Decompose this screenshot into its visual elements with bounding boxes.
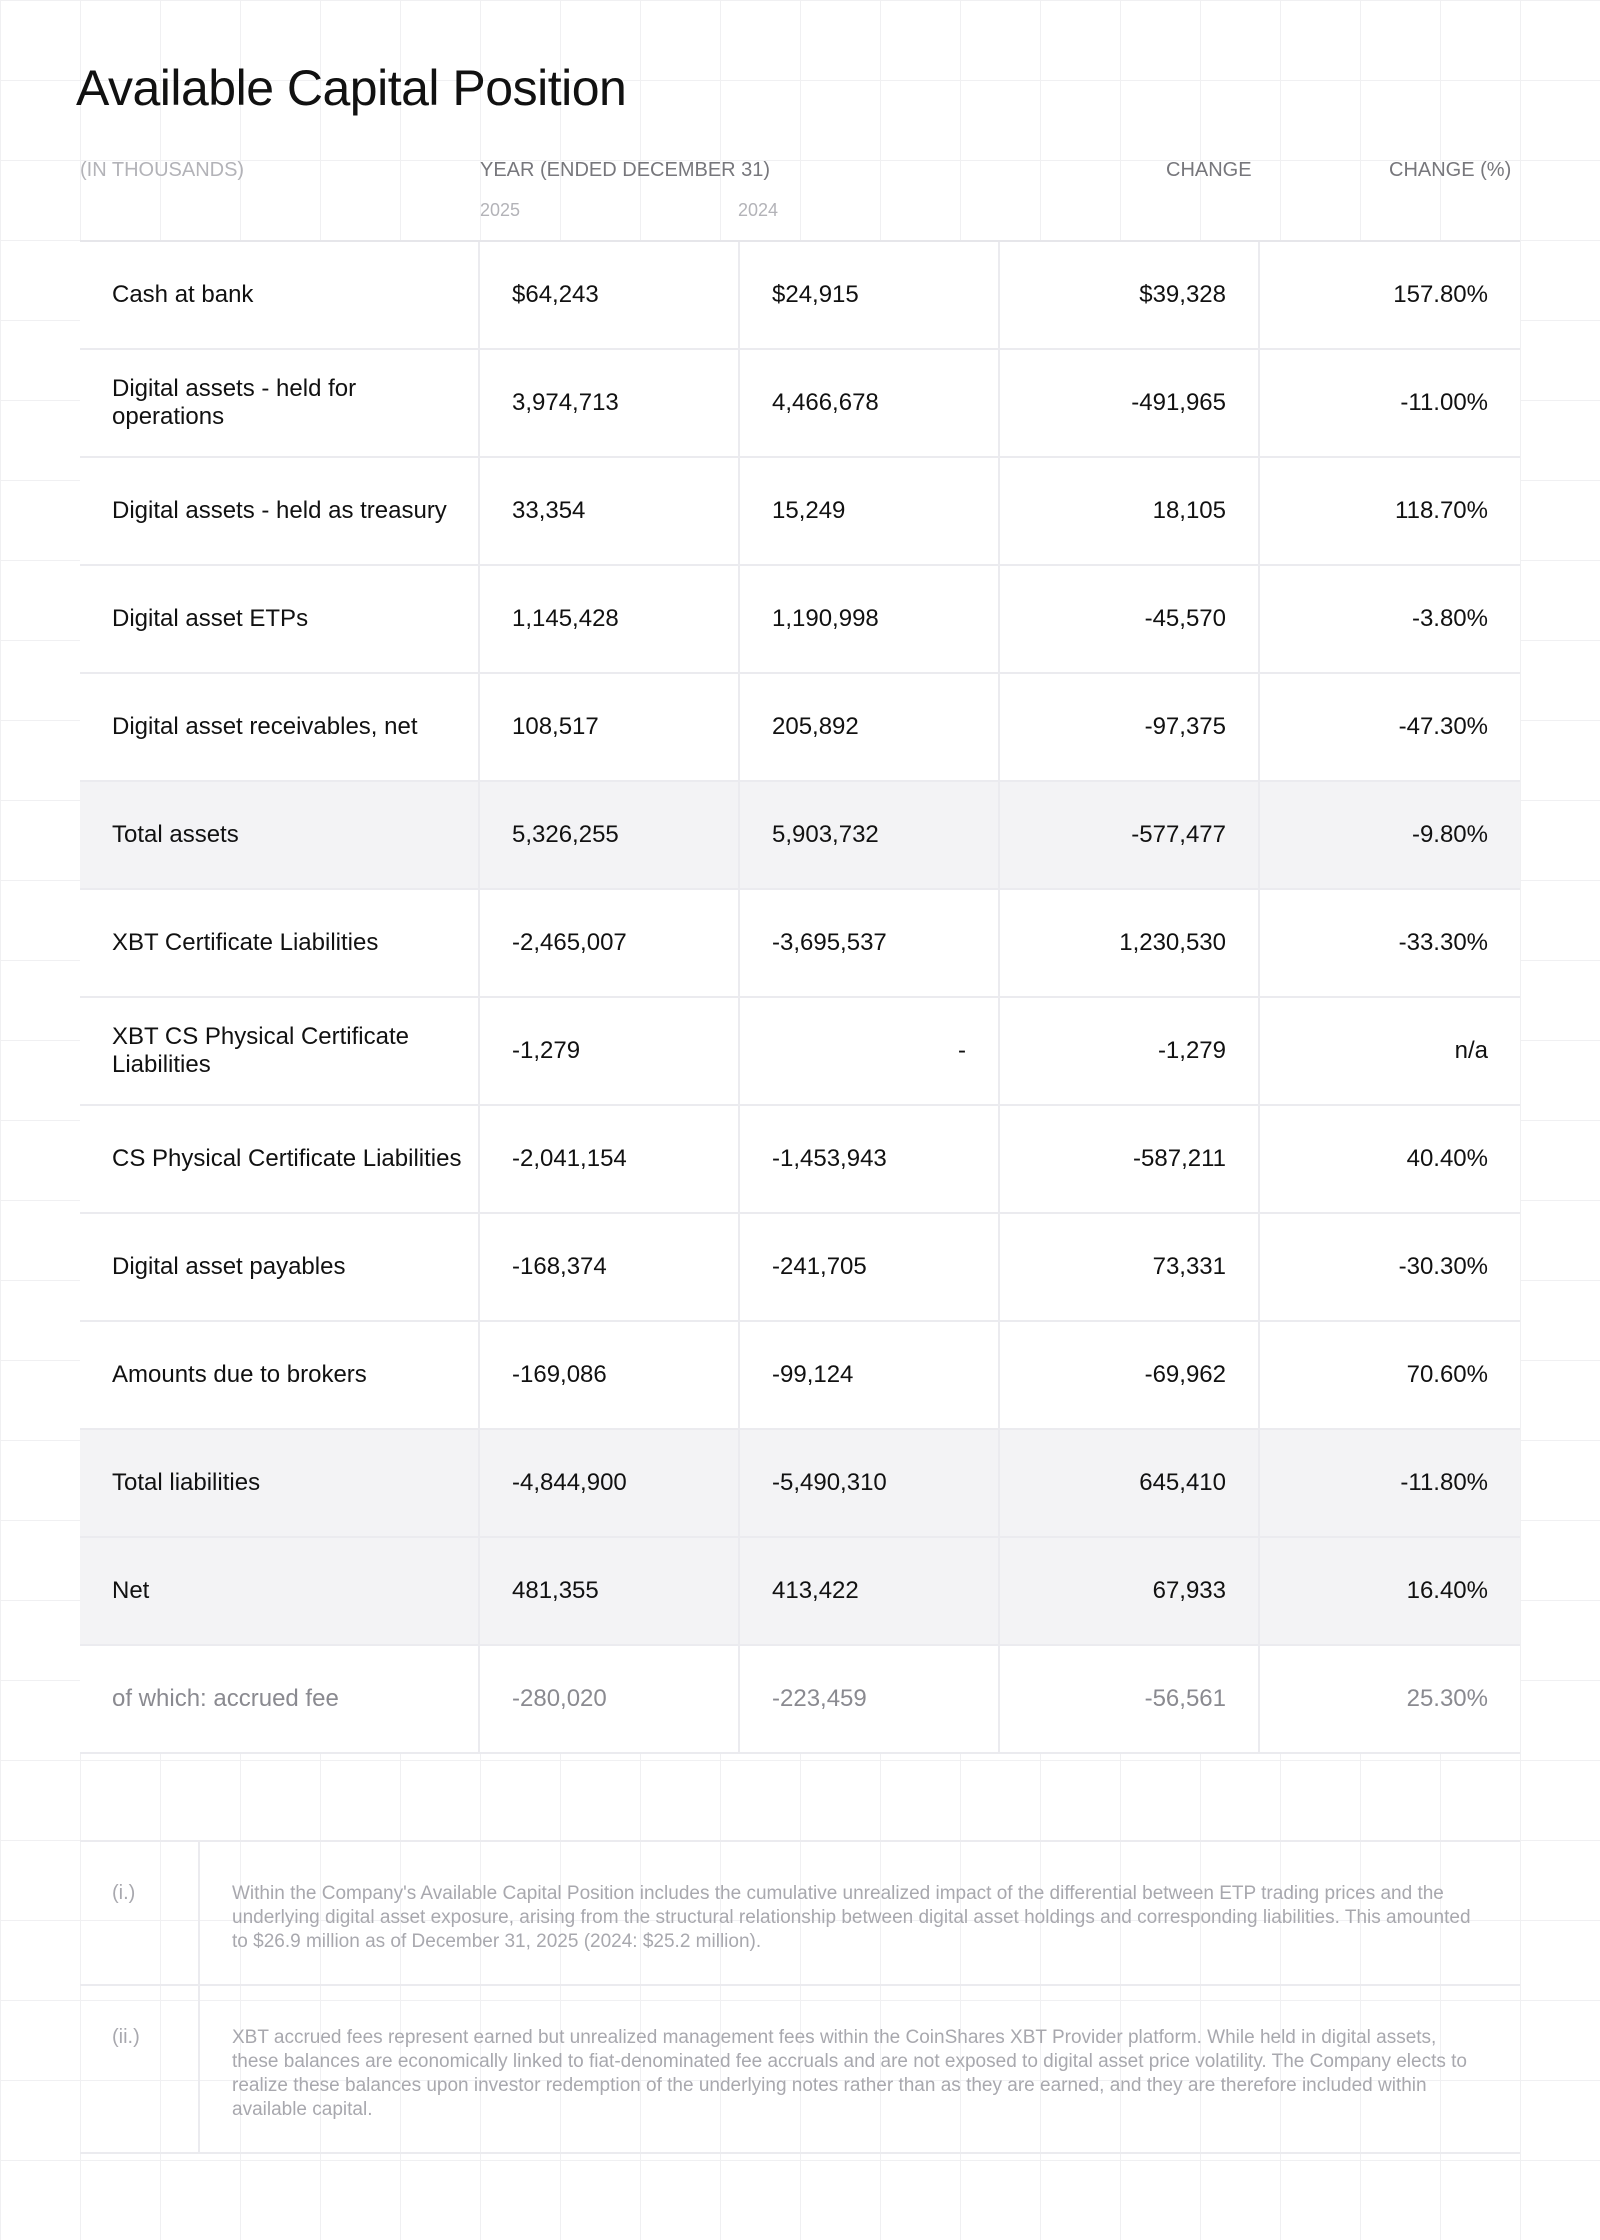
value-2024: -99,124: [740, 1322, 1000, 1428]
row-label: Total liabilities: [80, 1430, 480, 1536]
change-pct-header: CHANGE (%): [1389, 159, 1512, 181]
table-row: [80, 242, 1520, 350]
table-row: [80, 998, 1520, 1106]
footnote-number: (ii.): [80, 1986, 200, 2152]
row-label: Cash at bank: [80, 242, 480, 348]
value-change-pct: 118.70%: [1395, 497, 1488, 524]
value-change-pct: 40.40%: [1406, 1145, 1488, 1172]
year-header: YEAR (ENDED DECEMBER 31): [480, 159, 771, 181]
value-2025: 1,145,428: [480, 566, 740, 672]
value-2025: 33,354: [480, 458, 740, 564]
value-change: -577,477: [1000, 782, 1260, 888]
value-2024: $24,915: [740, 242, 1000, 348]
value-2024: 15,249: [740, 458, 1000, 564]
value-change: -1,279: [1000, 998, 1260, 1104]
value-2024: -1,453,943: [740, 1106, 1000, 1212]
value-change-pct: -11.80%: [1400, 1469, 1488, 1496]
value-change: -69,962: [1000, 1322, 1260, 1428]
value-change: 18,105: [1000, 458, 1260, 564]
value-2024: 413,422: [740, 1538, 1000, 1644]
value-change-pct: -3.80%: [1411, 605, 1488, 632]
table-row: [80, 350, 1520, 458]
value-2024: -3,695,537: [740, 890, 1000, 996]
value-change-pct: -11.00%: [1400, 389, 1488, 416]
table-row: [80, 674, 1520, 782]
value-change-pct: -30.30%: [1398, 1253, 1488, 1280]
value-2025: 481,355: [480, 1538, 740, 1644]
table-row: [80, 1322, 1520, 1430]
value-change-pct: 25.30%: [1406, 1685, 1488, 1712]
capital-position-table: [80, 240, 1520, 1754]
footnote-text: XBT accrued fees represent earned but unrealized management fees within the CoinShares XBT Provider platform. While held in digital assets, these balances are economically linked to fiat-denominated fee accruals and are not exposed to digital asset price volatility. The Company elects to realize these balances upon investor redemption of the underlying notes rather than as they are earned, and they are therefore included within available capital.: [232, 2027, 1467, 2120]
value-change-pct: 70.60%: [1406, 1361, 1488, 1388]
value-change: 645,410: [1000, 1430, 1260, 1536]
footnote-text: Within the Company's Available Capital Position includes the cumulative unrealized impact of the differential between ETP trading prices and the underlying digital asset exposure, arising from the structural relationship between digital asset holdings and corresponding liabilities. This amounted to $26.9 million as of December 31, 2025 (2024: $25.2 million).: [232, 1883, 1471, 1952]
table-row: [80, 566, 1520, 674]
row-label: XBT CS Physical Certificate Liabilities: [80, 998, 480, 1104]
footnote-number: (i.): [80, 1842, 200, 1984]
value-change: 73,331: [1000, 1214, 1260, 1320]
value-2024: 4,466,678: [740, 350, 1000, 456]
total-assets-row: [80, 782, 1520, 890]
row-label: XBT Certificate Liabilities: [80, 890, 480, 996]
value-2025: -280,020: [480, 1646, 740, 1752]
row-label: Digital assets - held for operations: [80, 350, 480, 456]
value-2025: -168,374: [480, 1214, 740, 1320]
value-2025: -4,844,900: [480, 1430, 740, 1536]
total-liabilities-row: [80, 1430, 1520, 1538]
footnotes: [80, 1840, 1520, 2154]
footnote: [80, 1986, 1520, 2154]
value-2025: -1,279: [480, 998, 740, 1104]
value-2024: 5,903,732: [740, 782, 1000, 888]
change-header: CHANGE: [1166, 159, 1252, 181]
units-header: (IN THOUSANDS): [80, 159, 245, 181]
value-change: -56,561: [1000, 1646, 1260, 1752]
value-change-pct: -33.30%: [1398, 929, 1488, 956]
value-2025: -2,041,154: [480, 1106, 740, 1212]
value-change: -45,570: [1000, 566, 1260, 672]
value-change-pct: 16.40%: [1406, 1577, 1488, 1604]
value-change: -491,965: [1000, 350, 1260, 456]
value-2025: 5,326,255: [480, 782, 740, 888]
value-2024: 1,190,998: [740, 566, 1000, 672]
table-row: [80, 458, 1520, 566]
year-2024-header: 2024: [738, 200, 779, 220]
value-change: 67,933: [1000, 1538, 1260, 1644]
table-row: [80, 1106, 1520, 1214]
value-2024: -223,459: [740, 1646, 1000, 1752]
value-change: 1,230,530: [1000, 890, 1260, 996]
value-change-pct: n/a: [1454, 1037, 1488, 1064]
year-2025-header: 2025: [480, 200, 521, 220]
row-label: Digital asset ETPs: [80, 566, 480, 672]
value-change: -97,375: [1000, 674, 1260, 780]
value-2025: $64,243: [480, 242, 740, 348]
value-change: -587,211: [1000, 1106, 1260, 1212]
value-change-pct: 157.80%: [1393, 281, 1488, 308]
row-label: Net: [80, 1538, 480, 1644]
value-change-pct: -9.80%: [1411, 821, 1488, 848]
net-row: [80, 1538, 1520, 1646]
page-title: Available Capital Position: [76, 60, 627, 116]
value-2025: -2,465,007: [480, 890, 740, 996]
value-2024: -5,490,310: [740, 1430, 1000, 1536]
row-label: of which: accrued fee: [80, 1646, 480, 1752]
row-label: Digital asset payables: [80, 1214, 480, 1320]
row-label: Digital assets - held as treasury: [80, 458, 480, 564]
table-row: [80, 1214, 1520, 1322]
row-label: CS Physical Certificate Liabilities: [80, 1106, 480, 1212]
value-2024: 205,892: [740, 674, 1000, 780]
table-row: [80, 890, 1520, 998]
value-2025: -169,086: [480, 1322, 740, 1428]
value-2025: 3,974,713: [480, 350, 740, 456]
row-label: Digital asset receivables, net: [80, 674, 480, 780]
footnote: [80, 1842, 1520, 1986]
value-2024: -241,705: [740, 1214, 1000, 1320]
value-change-pct: -47.30%: [1398, 713, 1488, 740]
row-label: Total assets: [80, 782, 480, 888]
accrued-fee-row: [80, 1646, 1520, 1754]
value-change: $39,328: [1000, 242, 1260, 348]
value-2024: -: [740, 998, 1000, 1104]
value-2025: 108,517: [480, 674, 740, 780]
row-label: Amounts due to brokers: [80, 1322, 480, 1428]
